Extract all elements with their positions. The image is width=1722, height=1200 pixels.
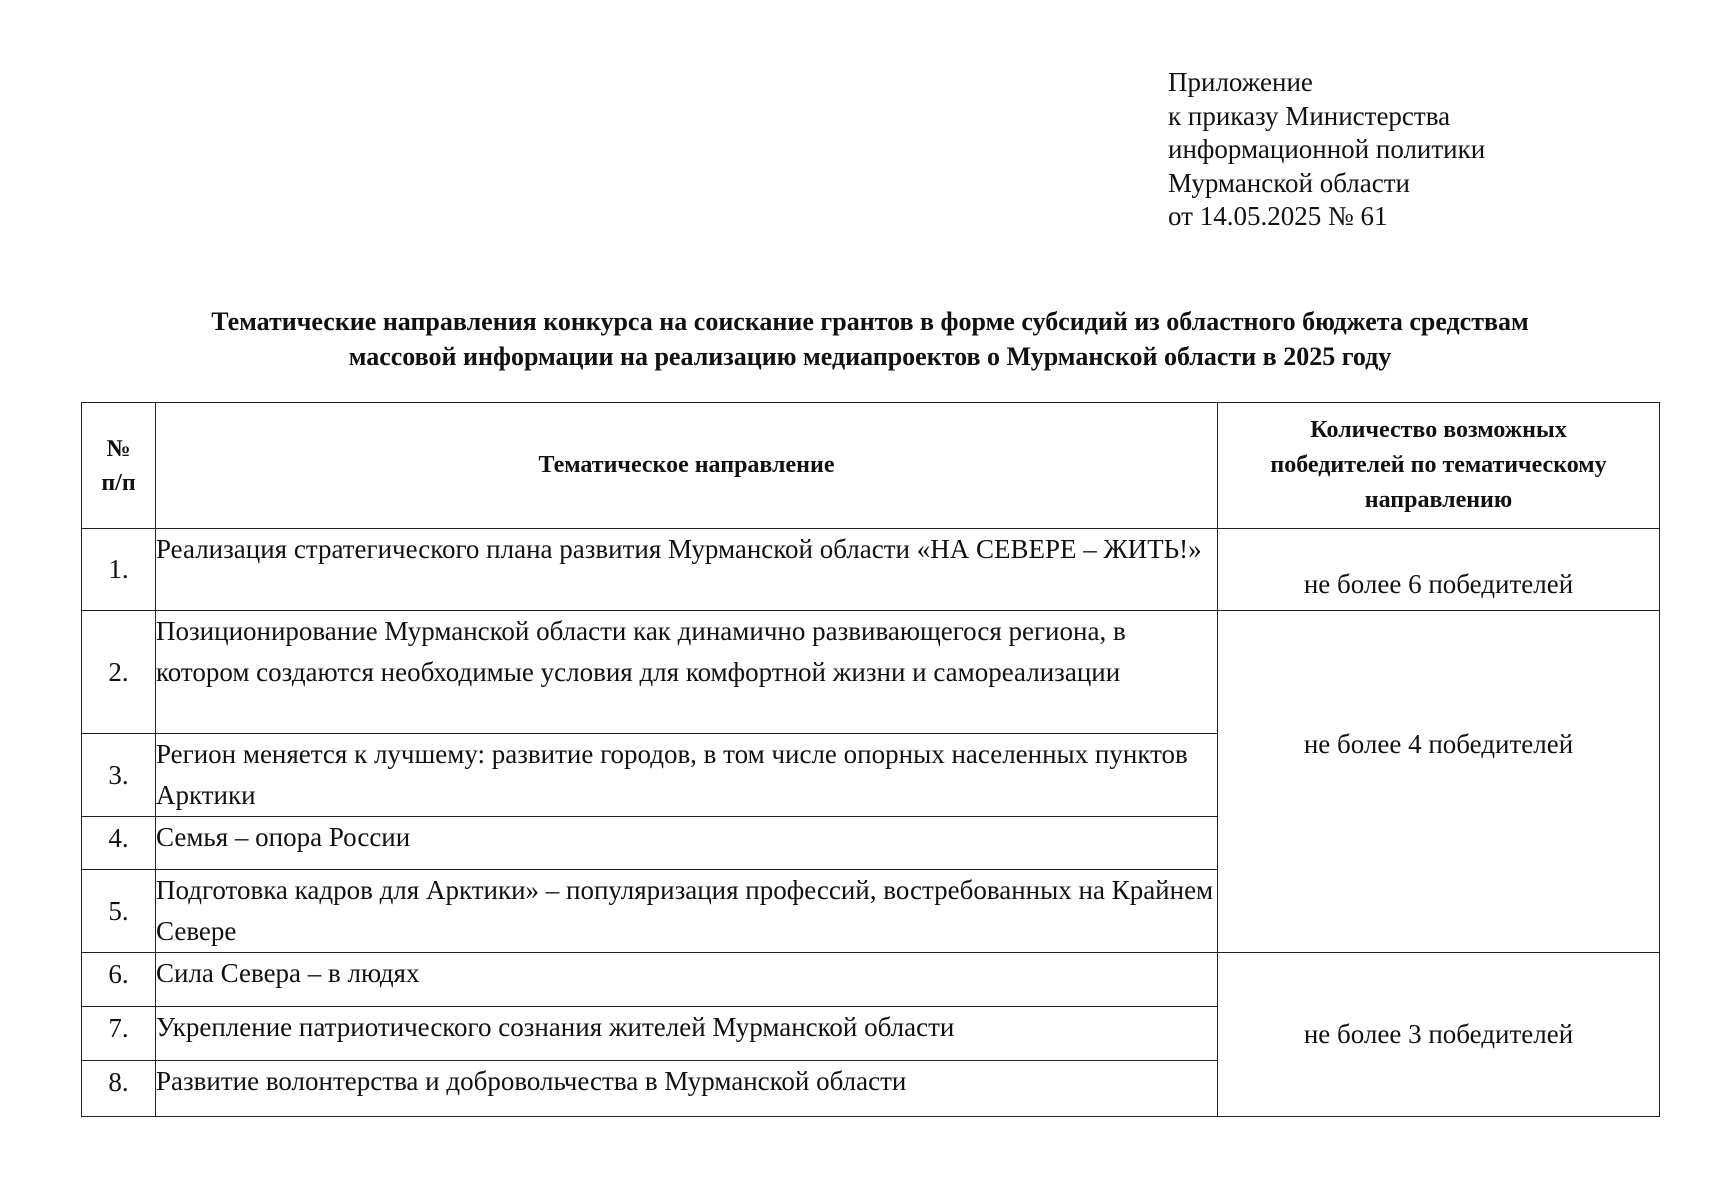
row-direction: Семья – опора России: [156, 817, 1218, 870]
header-number: [82, 403, 156, 529]
table-row: [82, 611, 1660, 734]
row-direction: Позиционирование Мурманской области как динамично развивающегося региона, в котором создаются необходимые условия для комфортной жизни и самореализации: [156, 611, 1218, 734]
appendix-line: Мурманской области: [1168, 167, 1410, 198]
row-direction: Подготовка кадров для Арктики» – популяризация профессий, востребованных на Крайнем Севере: [156, 870, 1218, 953]
winner-group-cell: не более 3 победителей: [1218, 953, 1660, 1117]
appendix-line: к приказу Министерства: [1168, 100, 1451, 131]
row-direction: Развитие волонтерства и добровольчества в Мурманской области: [156, 1061, 1218, 1117]
document-title-line: Тематические направления конкурса на соискание грантов в форме субсидий из областного бюджета средствам: [211, 307, 1529, 336]
row-number: 6.: [82, 953, 156, 1007]
document-title: [40, 304, 1700, 374]
appendix-line: Приложение: [1168, 67, 1313, 97]
row-number: 4.: [82, 817, 156, 870]
row-number: 1.: [82, 529, 156, 611]
table-row: [82, 529, 1660, 611]
row-direction: Регион меняется к лучшему: развитие городов, в том числе опорных населенных пунктов Арктики: [156, 734, 1218, 817]
header-number-symbol: №: [106, 435, 131, 462]
header-winner-count-line: направлению: [1364, 487, 1513, 513]
row-number: 5.: [82, 870, 156, 953]
header-direction: Тематическое направление: [156, 403, 1218, 529]
row-number: 3.: [82, 734, 156, 817]
header-number-label: п/п: [101, 469, 136, 496]
topics-table: [81, 402, 1660, 1117]
header-winner-count-line: Количество возможных: [1310, 417, 1567, 443]
appendix-line: информационной политики: [1168, 134, 1486, 164]
row-direction: Укрепление патриотического сознания жителей Мурманской области: [156, 1007, 1218, 1061]
header-winner-count-line: победителей по тематическому: [1270, 452, 1607, 478]
row-direction: Реализация стратегического плана развития Мурманской области «НА СЕВЕРЕ – ЖИТЬ!»: [156, 529, 1218, 611]
row-number: 7.: [82, 1007, 156, 1061]
header-winner-count: [1218, 403, 1660, 529]
document-title-line: массовой информации на реализацию медиапроектов о Мурманской области в 2025 году: [348, 342, 1392, 371]
table-row: [82, 953, 1660, 1007]
row-direction: Сила Севера – в людях: [156, 953, 1218, 1007]
row-number: 8.: [82, 1061, 156, 1117]
appendix-order-date: от 14.05.2025 № 61: [1168, 201, 1388, 231]
winner-group-cell: не более 6 победителей: [1218, 529, 1660, 611]
winner-group-cell: не более 4 победителей: [1218, 611, 1660, 953]
row-number: 2.: [82, 611, 156, 734]
table-header-row: [82, 403, 1660, 529]
appendix-block: [1168, 66, 1485, 234]
